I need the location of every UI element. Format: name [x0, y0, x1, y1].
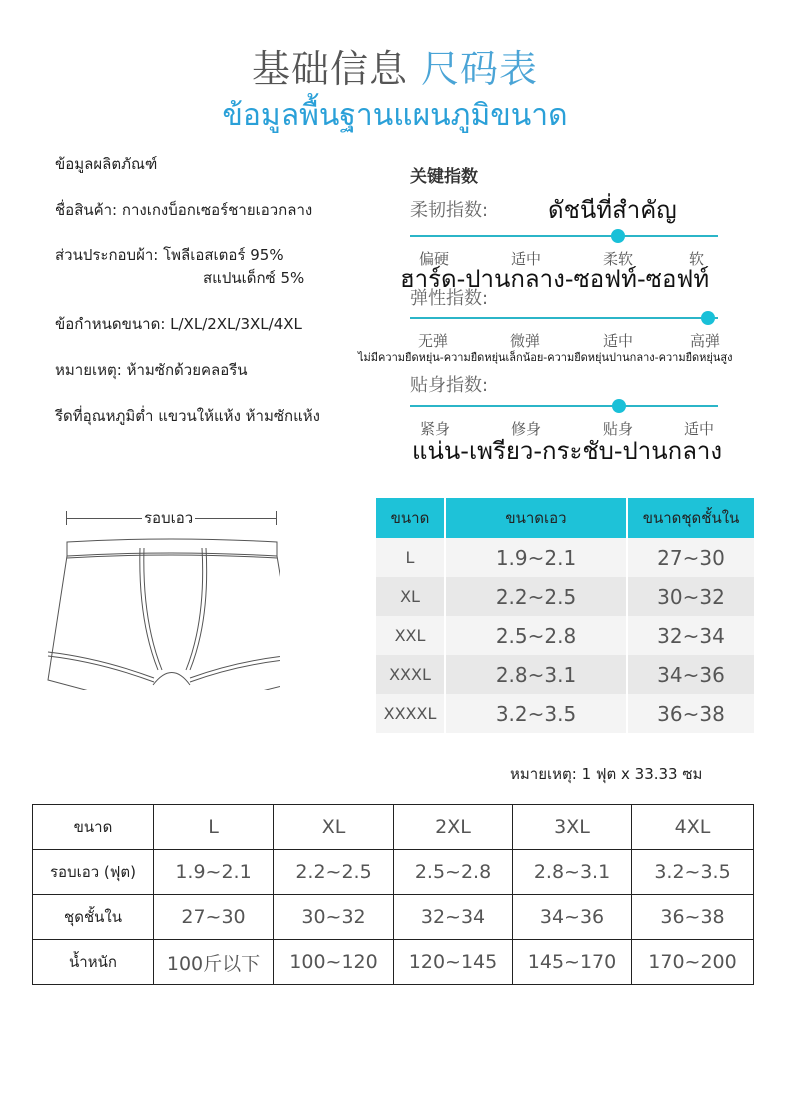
softness-tick: 偏硬: [419, 250, 450, 268]
softness-tick: 适中: [511, 250, 542, 268]
size-cell: XXXXL: [376, 694, 444, 733]
waist-cell: 2.5~2.8: [394, 850, 513, 895]
waist-cell: 2.2~2.5: [274, 850, 394, 895]
softness-tick: 柔软: [603, 250, 634, 268]
underwear-size-cell: 30~32: [628, 577, 754, 616]
size-chart-table: [32, 804, 754, 985]
fit-tick: 紧身: [420, 420, 451, 438]
waist-cell: 2.8~3.1: [513, 850, 632, 895]
waist-cell: 1.9~2.1: [154, 850, 274, 895]
softness-slider-dot: [611, 229, 625, 243]
softness-label: 柔韧指数:: [410, 200, 489, 221]
size-cell: XL: [274, 805, 394, 850]
size-table: [374, 498, 756, 733]
boxer-brief-diagram-icon: [40, 530, 280, 690]
elasticity-slider-track: [410, 317, 718, 319]
underwear-size-cell: 34~36: [628, 655, 754, 694]
waist-cell: 2.8~3.1: [446, 655, 626, 694]
page-title: [0, 38, 790, 93]
product-name: ชื่อสินค้า: กางเกงบ็อกเซอร์ชายเอวกลาง: [55, 201, 313, 219]
fit-slider-track: [410, 405, 718, 407]
size-table-header: ขนาดเอว: [446, 498, 626, 538]
underwear-cell: 36~38: [632, 895, 754, 940]
size-cell: XXL: [376, 616, 444, 655]
care-instructions: รีดที่อุณหภูมิต่ำ แขวนให้แห้ง ห้ามซักแห้ง: [55, 407, 321, 425]
weight-cell: 100斤以下: [154, 940, 274, 985]
size-cell: 3XL: [513, 805, 632, 850]
size-table-header: ขนาด: [376, 498, 444, 538]
table-row: [376, 538, 754, 577]
fabric-composition-line2: สแปนเด็กซ์ 5%: [203, 269, 305, 287]
underwear-cell: 32~34: [394, 895, 513, 940]
table-row: [33, 805, 754, 850]
table-row: [376, 577, 754, 616]
waist-cell: 1.9~2.1: [446, 538, 626, 577]
waist-cell: 3.2~3.5: [632, 850, 754, 895]
table-row: [33, 895, 754, 940]
table-row: [376, 694, 754, 733]
underwear-cell: 34~36: [513, 895, 632, 940]
elasticity-tick: 适中: [603, 332, 634, 350]
softness-slider-track: [410, 235, 718, 237]
size-cell: L: [376, 538, 444, 577]
waist-measure-cap: [66, 511, 67, 525]
table-row: [33, 940, 754, 985]
wash-note: หมายเหตุ: ห้ามซักด้วยคลอรีน: [55, 361, 248, 379]
elasticity-ticks-th: ไม่มีความยืดหยุ่น-ความยืดหยุ่นเล็กน้อย-ความยืดหยุ่นปานกลาง-ความยืดหยุ่นสูง: [358, 351, 733, 364]
fit-ticks-th: แน่น-เพรียว-กระชับ-ปานกลาง: [412, 437, 723, 465]
size-cell: L: [154, 805, 274, 850]
waist-cell: 3.2~3.5: [446, 694, 626, 733]
fit-tick: 贴身: [603, 420, 634, 438]
table-row: [33, 850, 754, 895]
table-row: [376, 655, 754, 694]
fit-tick: 适中: [684, 420, 715, 438]
elasticity-tick: 高弹: [690, 332, 721, 350]
waist-cell: 2.5~2.8: [446, 616, 626, 655]
product-info-heading: ข้อมูลผลิตภัณฑ์: [55, 155, 158, 173]
row-header: น้ำหนัก: [33, 940, 154, 985]
waist-label: รอบเอว: [142, 506, 195, 530]
underwear-size-cell: 27~30: [628, 538, 754, 577]
size-table-header: ขนาดชุดชั้นใน: [628, 498, 754, 538]
elasticity-tick: 无弹: [418, 332, 449, 350]
weight-cell: 145~170: [513, 940, 632, 985]
fit-label: 贴身指数:: [410, 375, 489, 396]
underwear-cell: 27~30: [154, 895, 274, 940]
row-header: ชุดชั้นใน: [33, 895, 154, 940]
underwear-cell: 30~32: [274, 895, 394, 940]
waist-cell: 2.2~2.5: [446, 577, 626, 616]
elasticity-label: 弹性指数:: [410, 288, 489, 309]
table-row: [376, 616, 754, 655]
title-basic-info: 基础信息: [251, 47, 408, 91]
softness-ticks-th: ฮาร์ด-ปานกลาง-ซอฟท์-ซอฟท์: [400, 265, 710, 293]
row-header: ขนาด: [33, 805, 154, 850]
fabric-composition: ส่วนประกอบผ้า: โพลีเอสเตอร์ 95%: [55, 246, 284, 264]
row-header: รอบเอว (ฟุต): [33, 850, 154, 895]
underwear-size-cell: 36~38: [628, 694, 754, 733]
weight-cell: 120~145: [394, 940, 513, 985]
size-cell: XL: [376, 577, 444, 616]
page-subtitle: ข้อมูลพื้นฐานแผนภูมิขนาด: [222, 98, 568, 133]
elasticity-tick: 微弹: [510, 332, 541, 350]
fit-tick: 修身: [511, 420, 542, 438]
conversion-note: หมายเหตุ: 1 ฟุต x 33.33 ซม: [510, 765, 703, 783]
size-spec: ข้อกำหนดขนาด: L/XL/2XL/3XL/4XL: [55, 315, 302, 333]
size-cell: XXXL: [376, 655, 444, 694]
weight-cell: 100~120: [274, 940, 394, 985]
softness-tick: 软: [689, 250, 705, 268]
title-size-chart: 尺码表: [421, 47, 539, 91]
size-cell: 2XL: [394, 805, 513, 850]
weight-cell: 170~200: [632, 940, 754, 985]
key-index-title: 关键指数: [410, 167, 478, 187]
underwear-size-cell: 32~34: [628, 616, 754, 655]
waist-measure-cap: [276, 511, 277, 525]
fit-slider-dot: [612, 399, 626, 413]
elasticity-slider-dot: [701, 311, 715, 325]
size-cell: 4XL: [632, 805, 754, 850]
softness-label-th: ดัชนีที่สำคัญ: [548, 196, 677, 224]
